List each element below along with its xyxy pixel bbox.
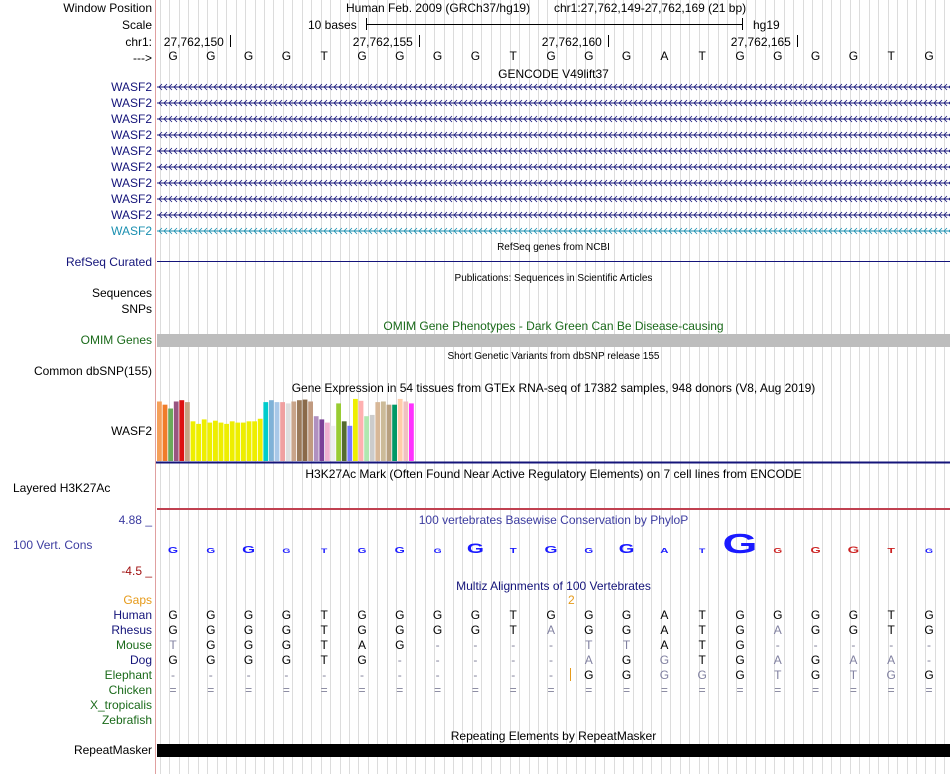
gtex-tissue-bar[interactable] bbox=[375, 402, 380, 461]
gtex-tissue-bar[interactable] bbox=[224, 424, 229, 461]
reference-base: T bbox=[509, 49, 517, 63]
ruler-tick-mark bbox=[608, 35, 609, 47]
reference-base: G bbox=[924, 49, 934, 63]
ruler-tick-label: 27,762,160 bbox=[541, 35, 602, 49]
refseq-gene-line[interactable] bbox=[157, 261, 950, 262]
alignment-base: G bbox=[584, 608, 594, 622]
alignment-base: T bbox=[509, 623, 517, 637]
alignment-base: - bbox=[775, 638, 780, 652]
phylop-base-glyph: T bbox=[509, 547, 517, 556]
gencode-transcript-line[interactable] bbox=[157, 210, 950, 220]
alignment-base: A bbox=[584, 653, 593, 667]
alignment-base: = bbox=[471, 683, 479, 697]
alignment-base: = bbox=[434, 683, 442, 697]
scale-bar bbox=[366, 24, 742, 25]
reference-base: G bbox=[243, 49, 254, 63]
alignment-base: T bbox=[698, 608, 706, 622]
alignment-base: = bbox=[925, 683, 933, 697]
alignment-base: - bbox=[851, 638, 856, 652]
alignment-base: - bbox=[549, 653, 553, 667]
alignment-base: G bbox=[697, 668, 707, 682]
sequences-label[interactable]: Sequences bbox=[91, 286, 152, 300]
gtex-tissue-bar[interactable] bbox=[269, 400, 274, 461]
gtex-tissue-bar[interactable] bbox=[409, 403, 414, 461]
alignment-base: G bbox=[281, 638, 292, 652]
alignment-base: T bbox=[887, 623, 895, 637]
reference-base: G bbox=[810, 49, 821, 63]
alignment-base: G bbox=[735, 638, 745, 652]
alignment-base: T bbox=[698, 623, 706, 637]
layered-h3k27ac-label[interactable]: Layered H3K27Ac bbox=[13, 481, 111, 495]
alignment-base: G bbox=[395, 638, 405, 652]
gtex-tissue-bar[interactable] bbox=[179, 400, 184, 461]
alignment-base: G bbox=[357, 608, 367, 622]
vert-cons-label[interactable]: 100 Vert. Cons bbox=[13, 538, 93, 552]
gencode-transcript-label[interactable]: WASF2 bbox=[111, 160, 152, 174]
gtex-tissue-bar[interactable] bbox=[364, 416, 369, 461]
gencode-transcript-label[interactable]: WASF2 bbox=[111, 208, 152, 222]
alignment-base: G bbox=[168, 608, 178, 622]
ruler-tick-label: 27,762,165 bbox=[730, 35, 791, 49]
gtex-tissue-bar[interactable] bbox=[403, 401, 408, 461]
phylop-base-glyph: G bbox=[544, 543, 558, 556]
species-label[interactable]: Mouse bbox=[115, 638, 152, 652]
scale-label: Scale bbox=[121, 18, 152, 32]
alignment-base: G bbox=[886, 668, 896, 682]
gencode-transcript-label[interactable]: WASF2 bbox=[111, 192, 152, 206]
alignment-base: T bbox=[849, 668, 858, 682]
scale-bar-label: 10 bases bbox=[308, 18, 357, 32]
gtex-track-title: Gene Expression in 54 tissues from GTEx RNA-seq of 17382 samples, 948 donors (V8, Aug 2019) bbox=[291, 381, 816, 395]
reference-base: T bbox=[320, 49, 328, 63]
alignment-base: - bbox=[208, 668, 213, 682]
scale-bar-right-cap bbox=[742, 18, 743, 30]
species-label[interactable]: Zebrafish bbox=[101, 713, 152, 727]
ruler-tick-mark bbox=[230, 35, 231, 47]
alignment-base: G bbox=[621, 653, 632, 667]
phylop-base-glyph: T bbox=[699, 547, 706, 555]
track-data-panel[interactable] bbox=[155, 0, 950, 774]
alignment-base: G bbox=[848, 623, 859, 637]
multiz-track-title: Multiz Alignments of 100 Vertebrates bbox=[456, 579, 651, 593]
gtex-tissue-bar[interactable] bbox=[241, 423, 246, 461]
gencode-transcript-line[interactable] bbox=[157, 226, 950, 236]
gtex-tissue-bar[interactable] bbox=[336, 403, 341, 461]
multiz-gap-mark: 2 bbox=[568, 593, 575, 607]
gtex-gene-label[interactable]: WASF2 bbox=[111, 424, 152, 438]
alignment-base: T bbox=[320, 608, 328, 622]
alignment-base: T bbox=[509, 608, 517, 622]
alignment-base: G bbox=[735, 623, 745, 637]
reference-base: A bbox=[660, 49, 669, 63]
alignment-base: A bbox=[660, 623, 669, 637]
gencode-transcript-line[interactable] bbox=[157, 194, 950, 204]
strand-arrow-label: ---> bbox=[133, 51, 152, 65]
alignment-base: G bbox=[281, 653, 292, 667]
gtex-tissue-bar[interactable] bbox=[263, 402, 268, 461]
alignment-base: - bbox=[360, 668, 364, 682]
position-readout: chr1:27,762,149-27,762,169 (21 bp) bbox=[554, 1, 747, 15]
gtex-tissue-bar[interactable] bbox=[308, 401, 313, 461]
gencode-transcript-label[interactable]: WASF2 bbox=[111, 80, 152, 94]
species-label[interactable]: Chicken bbox=[108, 683, 152, 697]
alignment-base: - bbox=[397, 653, 402, 667]
species-label[interactable]: Elephant bbox=[104, 668, 152, 682]
alignment-base: = bbox=[169, 683, 177, 697]
alignment-base: G bbox=[848, 608, 859, 622]
reference-base: G bbox=[206, 49, 216, 63]
alignment-base: = bbox=[698, 683, 706, 697]
scale-bar-left-cap bbox=[366, 18, 367, 30]
alignment-base: G bbox=[924, 668, 934, 682]
gtex-tissue-bar[interactable] bbox=[163, 405, 168, 461]
reference-base: G bbox=[281, 49, 292, 63]
alignment-base: = bbox=[547, 683, 555, 697]
scale-db-label: hg19 bbox=[753, 18, 780, 32]
omim-gene-bar[interactable] bbox=[157, 334, 950, 347]
reference-base: G bbox=[546, 49, 556, 63]
alignment-base: - bbox=[927, 638, 931, 652]
phylop-base-glyph: G bbox=[466, 540, 484, 556]
alignment-base: G bbox=[206, 608, 216, 622]
alignment-base: G bbox=[584, 668, 594, 682]
phylop-base-glyph: G bbox=[722, 528, 758, 559]
gtex-tissue-bar[interactable] bbox=[252, 421, 257, 461]
phylop-base-glyph: T bbox=[887, 547, 895, 556]
phylop-base-glyph: G bbox=[357, 547, 367, 556]
reference-base: T bbox=[698, 49, 706, 63]
alignment-base: - bbox=[246, 668, 251, 682]
alignment-base: G bbox=[206, 638, 216, 652]
gencode-transcript-label[interactable]: WASF2 bbox=[111, 176, 152, 190]
gtex-tissue-bar[interactable] bbox=[392, 405, 397, 461]
reference-base: G bbox=[735, 49, 745, 63]
alignment-base: = bbox=[660, 683, 668, 697]
alignment-base: = bbox=[585, 683, 593, 697]
alignment-base: - bbox=[511, 638, 516, 652]
gencode-transcript-line[interactable] bbox=[157, 98, 950, 108]
gtex-tissue-bar[interactable] bbox=[398, 399, 403, 461]
reference-base: G bbox=[357, 49, 367, 63]
reference-base: T bbox=[887, 49, 895, 63]
alignment-base: G bbox=[470, 608, 481, 622]
gtex-tissue-bar[interactable] bbox=[325, 423, 330, 461]
alignment-base: G bbox=[735, 608, 745, 622]
alignment-base: G bbox=[206, 623, 216, 637]
phylop-base-glyph: G bbox=[167, 546, 179, 556]
phylop-base-glyph: G bbox=[810, 546, 821, 556]
gencode-track-title: GENCODE V49lift37 bbox=[498, 67, 609, 81]
alignment-base: G bbox=[659, 653, 670, 667]
alignment-base: = bbox=[320, 683, 328, 697]
reference-base: G bbox=[432, 49, 443, 63]
species-label[interactable]: Human bbox=[113, 608, 152, 622]
alignment-base: G bbox=[168, 653, 178, 667]
alignment-base: = bbox=[358, 683, 366, 697]
repeatmasker-track-title: Repeating Elements by RepeatMasker bbox=[450, 729, 657, 743]
alignment-base: - bbox=[435, 653, 440, 667]
phylop-base-glyph: T bbox=[321, 547, 328, 555]
alignment-base: G bbox=[810, 623, 821, 637]
gtex-tissue-bar[interactable] bbox=[387, 405, 392, 461]
alignment-base: A bbox=[773, 623, 782, 637]
ruler-tick-mark bbox=[419, 35, 420, 47]
alignment-base: - bbox=[397, 668, 402, 682]
gencode-transcript-label[interactable]: WASF2 bbox=[111, 144, 152, 158]
alignment-base: = bbox=[774, 683, 782, 697]
gtex-tissue-bar[interactable] bbox=[157, 401, 162, 461]
gtex-tissue-bar[interactable] bbox=[291, 401, 296, 461]
alignment-base: G bbox=[243, 653, 254, 667]
alignment-base: G bbox=[206, 653, 216, 667]
reference-base: G bbox=[848, 49, 859, 63]
gtex-tissue-bar[interactable] bbox=[219, 423, 224, 461]
species-label[interactable]: Dog bbox=[129, 653, 152, 667]
alignment-base: G bbox=[470, 623, 481, 637]
species-label[interactable]: Rhesus bbox=[111, 623, 152, 637]
alignment-base: G bbox=[773, 608, 783, 622]
gtex-tissue-bar[interactable] bbox=[286, 403, 291, 461]
left-label-column bbox=[0, 0, 155, 774]
phylop-base-glyph: G bbox=[206, 547, 216, 556]
conservation-max-label: 4.88 _ bbox=[118, 513, 152, 527]
alignment-base: G bbox=[168, 623, 178, 637]
alignment-base: G bbox=[357, 623, 367, 637]
gencode-transcript-line[interactable] bbox=[157, 82, 950, 92]
alignment-base: G bbox=[621, 608, 632, 622]
gencode-transcript-line[interactable] bbox=[157, 162, 950, 172]
repeatmasker-element-bar[interactable] bbox=[157, 744, 950, 757]
gtex-tissue-bar[interactable] bbox=[297, 400, 302, 461]
alignment-base: A bbox=[660, 608, 669, 622]
alignment-base: G bbox=[395, 623, 405, 637]
alignment-base: A bbox=[660, 638, 669, 652]
gtex-tissue-bar[interactable] bbox=[353, 399, 358, 461]
reference-base: G bbox=[168, 49, 178, 63]
alignment-base: - bbox=[889, 638, 894, 652]
gencode-transcript-line[interactable] bbox=[157, 114, 950, 124]
refseq-curated-label[interactable]: RefSeq Curated bbox=[65, 255, 152, 269]
gtex-tissue-bar[interactable] bbox=[280, 402, 285, 461]
alignment-base: T bbox=[698, 638, 706, 652]
chrom-label: chr1: bbox=[125, 35, 152, 49]
alignment-base: - bbox=[435, 668, 440, 682]
reference-base: G bbox=[395, 49, 405, 63]
phylop-base-glyph: A bbox=[660, 547, 669, 556]
species-label[interactable]: X_tropicalis bbox=[89, 698, 152, 712]
ruler-tick-label: 27,762,155 bbox=[352, 35, 413, 49]
alignment-base: - bbox=[473, 668, 478, 682]
alignment-base: G bbox=[735, 668, 745, 682]
alignment-base: G bbox=[810, 668, 821, 682]
reference-base: G bbox=[621, 49, 632, 63]
alignment-base: = bbox=[736, 683, 744, 697]
alignment-base: A bbox=[849, 653, 858, 667]
alignment-base: G bbox=[243, 638, 254, 652]
alignment-base: G bbox=[659, 668, 670, 682]
alignment-base: A bbox=[357, 638, 366, 652]
omim-track-title: OMIM Gene Phenotypes - Dark Green Can Be Disease-causing bbox=[383, 319, 724, 333]
alignment-base: - bbox=[813, 638, 818, 652]
alignment-base: T bbox=[585, 638, 593, 652]
alignment-base: = bbox=[887, 683, 895, 697]
alignment-base: G bbox=[924, 608, 934, 622]
gencode-transcript-label[interactable]: WASF2 bbox=[111, 224, 152, 238]
alignment-base: - bbox=[927, 653, 931, 667]
phylop-base-glyph: G bbox=[924, 547, 934, 555]
gencode-transcript-label[interactable]: WASF2 bbox=[111, 128, 152, 142]
gaps-label: Gaps bbox=[123, 593, 152, 607]
gtex-tissue-bar[interactable] bbox=[314, 416, 319, 461]
alignment-base: - bbox=[511, 668, 516, 682]
gtex-tissue-bar[interactable] bbox=[202, 419, 207, 461]
alignment-base: - bbox=[549, 668, 553, 682]
conservation-min-label: -4.5 _ bbox=[121, 564, 152, 578]
publications-track-title: Publications: Sequences in Scientific Articles bbox=[454, 273, 653, 284]
gtex-tissue-bar[interactable] bbox=[275, 402, 280, 461]
alignment-base: G bbox=[243, 623, 254, 637]
gtex-tissue-bar[interactable] bbox=[331, 426, 336, 461]
omim-genes-label[interactable]: OMIM Genes bbox=[80, 333, 152, 347]
alignment-base: - bbox=[473, 638, 478, 652]
gencode-transcript-line[interactable] bbox=[157, 130, 950, 140]
alignment-base: - bbox=[549, 638, 553, 652]
h3k27ac-track-title: H3K27Ac Mark (Often Found Near Active Regulatory Elements) on 7 cell lines from ENCODE bbox=[305, 467, 802, 481]
alignment-base: = bbox=[812, 683, 820, 697]
gtex-tissue-bar[interactable] bbox=[230, 421, 235, 461]
phylop-base-glyph: G bbox=[433, 547, 442, 555]
reference-base: G bbox=[773, 49, 783, 63]
alignment-base: G bbox=[281, 623, 292, 637]
gtex-tissue-bar[interactable] bbox=[370, 415, 375, 461]
alignment-base: T bbox=[320, 638, 328, 652]
phylop-base-glyph: G bbox=[847, 544, 860, 556]
alignment-base: G bbox=[810, 608, 821, 622]
alignment-base: = bbox=[396, 683, 404, 697]
h3k27ac-signal-line[interactable] bbox=[157, 508, 950, 510]
phylop-base-glyph: G bbox=[584, 547, 594, 556]
alignment-base: T bbox=[622, 638, 631, 652]
window-position-label: Window Position bbox=[63, 1, 152, 15]
alignment-base: - bbox=[322, 668, 327, 682]
gtex-tissue-bar[interactable] bbox=[347, 426, 352, 461]
dbsnp-track-title: Short Genetic Variants from dbSNP release 155 bbox=[447, 351, 660, 362]
gtex-tissue-bar[interactable] bbox=[258, 419, 263, 461]
phylop-base-glyph: G bbox=[242, 543, 256, 556]
gtex-tissue-bar[interactable] bbox=[185, 402, 190, 461]
alignment-base: G bbox=[621, 668, 632, 682]
reference-base: G bbox=[470, 49, 481, 63]
gencode-transcript-line[interactable] bbox=[157, 146, 950, 156]
alignment-base: G bbox=[621, 623, 632, 637]
gtex-tissue-bar[interactable] bbox=[342, 421, 347, 461]
alignment-base: T bbox=[887, 608, 895, 622]
gtex-tissue-bar[interactable] bbox=[303, 400, 308, 461]
gencode-transcript-label[interactable]: WASF2 bbox=[111, 112, 152, 126]
gtex-tissue-bar[interactable] bbox=[168, 409, 173, 461]
alignment-base: G bbox=[546, 608, 556, 622]
alignment-base: G bbox=[432, 608, 443, 622]
alignment-base: - bbox=[473, 653, 478, 667]
phylop-base-glyph: G bbox=[282, 547, 291, 555]
repeatmasker-label[interactable]: RepeatMasker bbox=[73, 743, 152, 757]
alignment-base: = bbox=[849, 683, 857, 697]
gtex-tissue-bar[interactable] bbox=[213, 421, 218, 461]
alignment-base: T bbox=[320, 623, 328, 637]
snps-label[interactable]: SNPs bbox=[121, 302, 152, 316]
gtex-tissue-bar[interactable] bbox=[207, 423, 212, 461]
alignment-base: T bbox=[169, 638, 177, 652]
assembly-title: Human Feb. 2009 (GRCh37/hg19) bbox=[346, 1, 531, 15]
alignment-base: G bbox=[584, 623, 594, 637]
alignment-base: G bbox=[281, 608, 292, 622]
alignment-base: - bbox=[171, 668, 175, 682]
gtex-tissue-bar[interactable] bbox=[359, 401, 364, 461]
gtex-expression-chart[interactable] bbox=[156, 396, 950, 466]
phylop-base-glyph: G bbox=[394, 546, 405, 556]
gtex-tissue-bar[interactable] bbox=[174, 401, 179, 461]
ruler-tick-label: 27,762,150 bbox=[163, 35, 224, 49]
multiz-gap-bar bbox=[570, 668, 571, 681]
alignment-base: - bbox=[284, 668, 289, 682]
alignment-base: T bbox=[774, 668, 782, 682]
alignment-base: = bbox=[245, 683, 253, 697]
refseq-track-title: RefSeq genes from NCBI bbox=[497, 242, 610, 253]
alignment-base: T bbox=[698, 653, 706, 667]
alignment-base: G bbox=[395, 608, 405, 622]
alignment-base: - bbox=[511, 653, 516, 667]
gtex-tissue-bar[interactable] bbox=[381, 401, 386, 461]
alignment-base: T bbox=[320, 653, 328, 667]
phylop-base-glyph: G bbox=[773, 547, 783, 556]
alignment-base: G bbox=[735, 653, 745, 667]
alignment-base: = bbox=[207, 683, 215, 697]
gtex-tissue-bar[interactable] bbox=[247, 421, 252, 461]
alignment-base: G bbox=[924, 623, 934, 637]
alignment-base: = bbox=[623, 683, 631, 697]
phylop-logo[interactable] bbox=[156, 528, 950, 568]
alignment-base: G bbox=[810, 653, 821, 667]
gtex-tissue-bar[interactable] bbox=[319, 419, 324, 461]
alignment-base: A bbox=[887, 653, 896, 667]
alignment-base: A bbox=[773, 653, 782, 667]
alignment-base: G bbox=[432, 623, 443, 637]
alignment-base: G bbox=[357, 653, 367, 667]
gencode-transcript-label[interactable]: WASF2 bbox=[111, 96, 152, 110]
alignment-base: = bbox=[282, 683, 290, 697]
gtex-tissue-bar[interactable] bbox=[191, 421, 196, 461]
alignment-base: - bbox=[435, 638, 440, 652]
alignment-base: G bbox=[243, 608, 254, 622]
gtex-tissue-bar[interactable] bbox=[235, 423, 240, 461]
phylop-base-glyph: G bbox=[618, 541, 635, 556]
alignment-base: = bbox=[509, 683, 517, 697]
ruler-tick-mark bbox=[797, 35, 798, 47]
gencode-transcript-line[interactable] bbox=[157, 178, 950, 188]
reference-base: G bbox=[584, 49, 594, 63]
gtex-tissue-bar[interactable] bbox=[196, 424, 201, 461]
alignment-base: A bbox=[546, 623, 555, 637]
phylop-track-title: 100 vertebrates Basewise Conservation by PhyloP bbox=[418, 513, 689, 527]
common-dbsnp-label[interactable]: Common dbSNP(155) bbox=[33, 364, 152, 378]
